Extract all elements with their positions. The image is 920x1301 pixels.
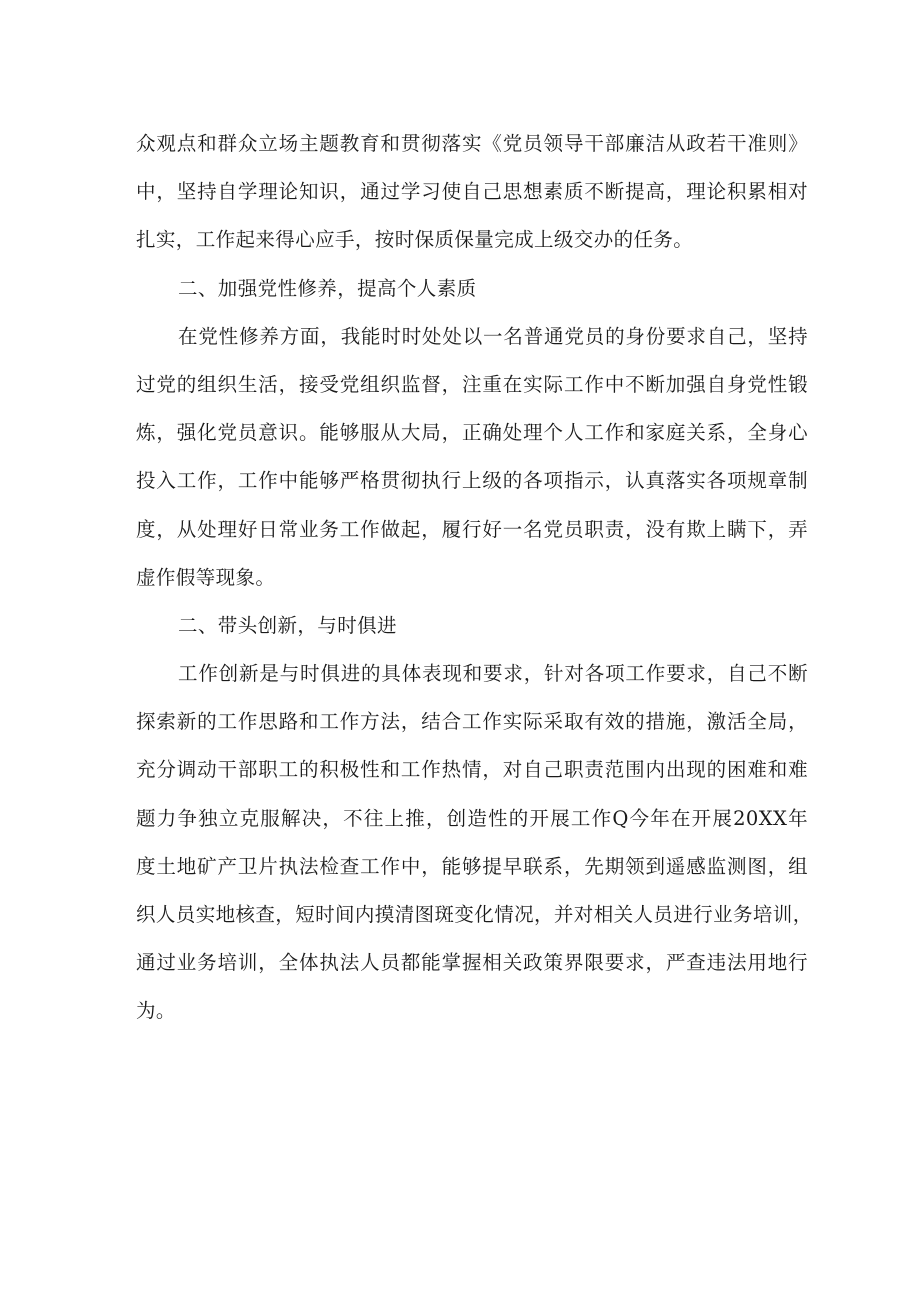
text-line: 炼，强化党员意识。能够服从大局，正确处理个人工作和家庭关系，全身心 [136, 421, 808, 445]
paragraph-party-spirit [136, 313, 808, 602]
document-body [136, 120, 813, 1036]
text-line: 题力争独立克服解决，不往上推，创造性的开展工作Q今年在开展20XX年 [136, 806, 808, 830]
text-line: 度，从处理好日常业务工作做起，履行好一名党员职责，没有欺上瞒下，弄 [136, 517, 808, 541]
text-line: 在党性修养方面，我能时时处处以一名普通党员的身份要求自己，坚持 [178, 324, 808, 348]
text-line: 织人员实地核查，短时间内摸清图斑变化情况，并对相关人员进行业务培训， [136, 903, 813, 926]
text-line: 工作创新是与时俱进的具体表现和要求，针对各项工作要求，自己不断 [178, 662, 808, 686]
paragraph-continuation [136, 120, 808, 265]
text-line: 为。 [136, 999, 176, 1023]
text-line: 中，坚持自学理论知识，通过学习使自己思想素质不断提高，理论积累相对 [136, 180, 808, 204]
text-line: 探索新的工作思路和工作方法，结合工作实际采取有效的措施，激活全局， [136, 710, 808, 734]
text-line: 投入工作，工作中能够严格贯彻执行上级的各项指示，认真落实各项规章制 [136, 469, 808, 493]
text-line: 扎实，工作起来得心应手，按时保质保量完成上级交办的任务。 [136, 228, 694, 252]
text-line: 虚作假等现象。 [136, 565, 276, 589]
text-line: 度土地矿产卫片执法检查工作中，能够提早联系，先期领到遥感监测图，组 [136, 854, 808, 878]
section-heading-innovation: 二、带头创新，与时俱进 [178, 613, 397, 637]
paragraph-innovation [136, 650, 813, 1036]
text-line: 通过业务培训，全体执法人员都能掌握相关政策界限要求，严查违法用地行 [136, 951, 808, 975]
section-heading-party-spirit: 二、加强党性修养，提高个人素质 [178, 276, 477, 300]
text-line: 充分调动干部职工的积极性和工作热情，对自己职责范围内出现的困难和难 [136, 758, 808, 782]
text-line: 众观点和群众立场主题教育和贯彻落实《党员领导干部廉洁从政若干准则》 [136, 132, 808, 155]
text-line: 过党的组织生活，接受党组织监督，注重在实际工作中不断加强自身党性锻 [136, 372, 808, 396]
